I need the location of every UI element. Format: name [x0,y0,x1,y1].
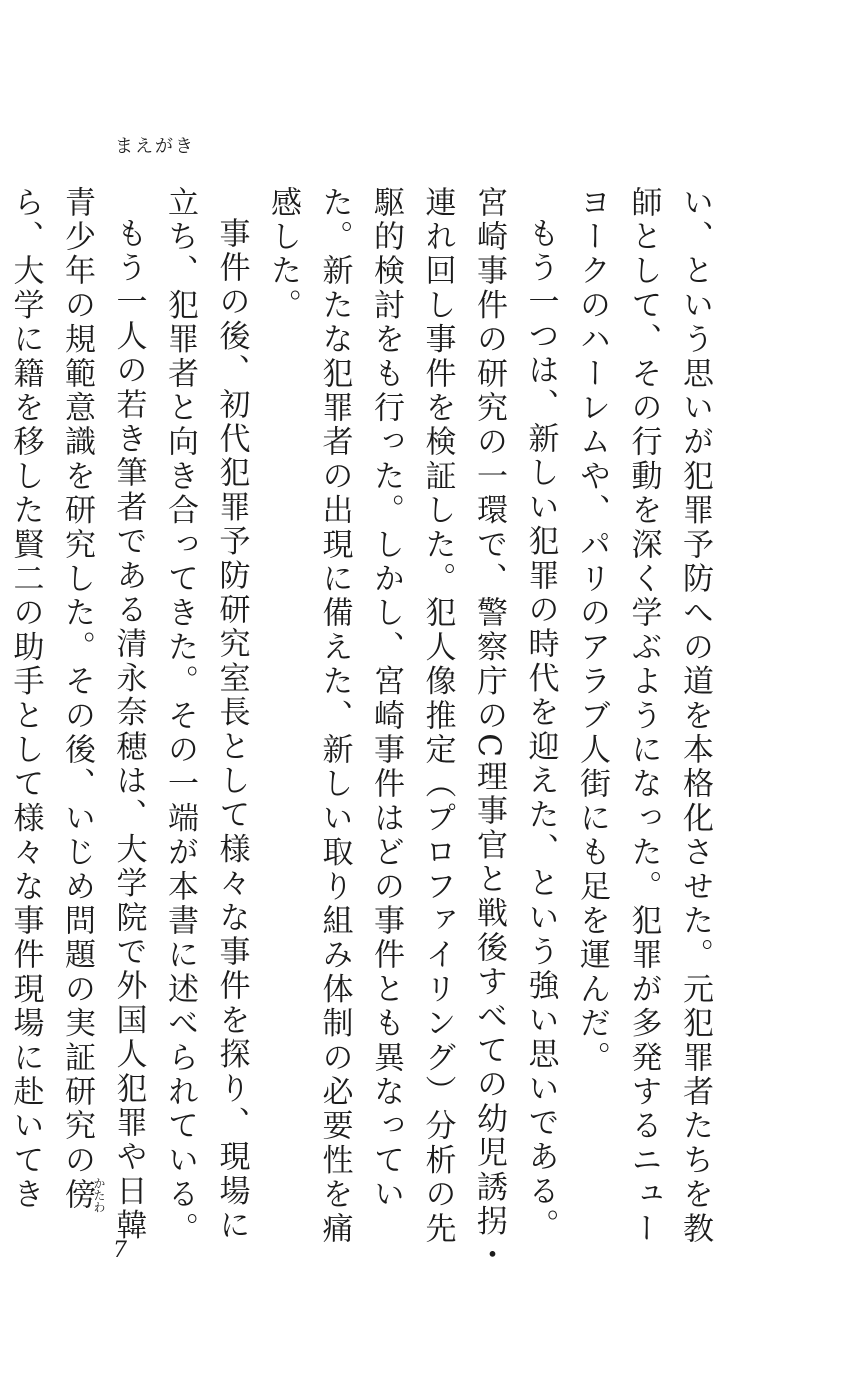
paragraph-4-part-a: もう一人の若き筆者である清永奈穂は、大学院で外国人犯罪や日韓青少年の規範意識を研究した。その後、いじめ問題の実証研究の [59,186,147,1243]
paragraph-1: い、という思いが犯罪予防への道を本格化させた。元犯罪者たちを教師として、その行動を深く学ぶようになった。犯罪が多発するニューヨークのハーレムや、パリのアラブ人街にも足を運んだ。 [574,186,713,1247]
paragraph-3: 事件の後、初代犯罪予防研究室長として様々な事件を探り、現場に立ち、犯罪者と向き合ってきた。その一端が本書に述べられている。 [162,186,250,1247]
furigana-ruby [59,1176,106,1213]
ruby-text: かたわ [92,1176,106,1213]
page-number: 7 [113,1238,127,1263]
paragraph-4-part-b: ら、大学に籍を移した賢二の助手として様々な事件現場に赴いてき [7,186,44,1212]
body-text [7,186,720,1276]
running-head: まえがき [115,136,195,157]
paragraph-4 [0,186,154,1276]
ruby-base: 傍 [59,1176,95,1213]
paragraph-2: もう一つは、新しい犯罪の時代を迎えた、という強い思いである。宮崎事件の研究の一環で、警察庁のC理事官と戦後すべての幼児誘拐・連れ回し事件を検証した。犯人像推定（プロファイリング）分析の先駆的検討をも行った。しかし、宮崎事件はどの事件とも異なっていた。新たな犯罪者の出現に備えた、新しい取り組み体制の必要性を痛感した。 [265,186,559,1274]
